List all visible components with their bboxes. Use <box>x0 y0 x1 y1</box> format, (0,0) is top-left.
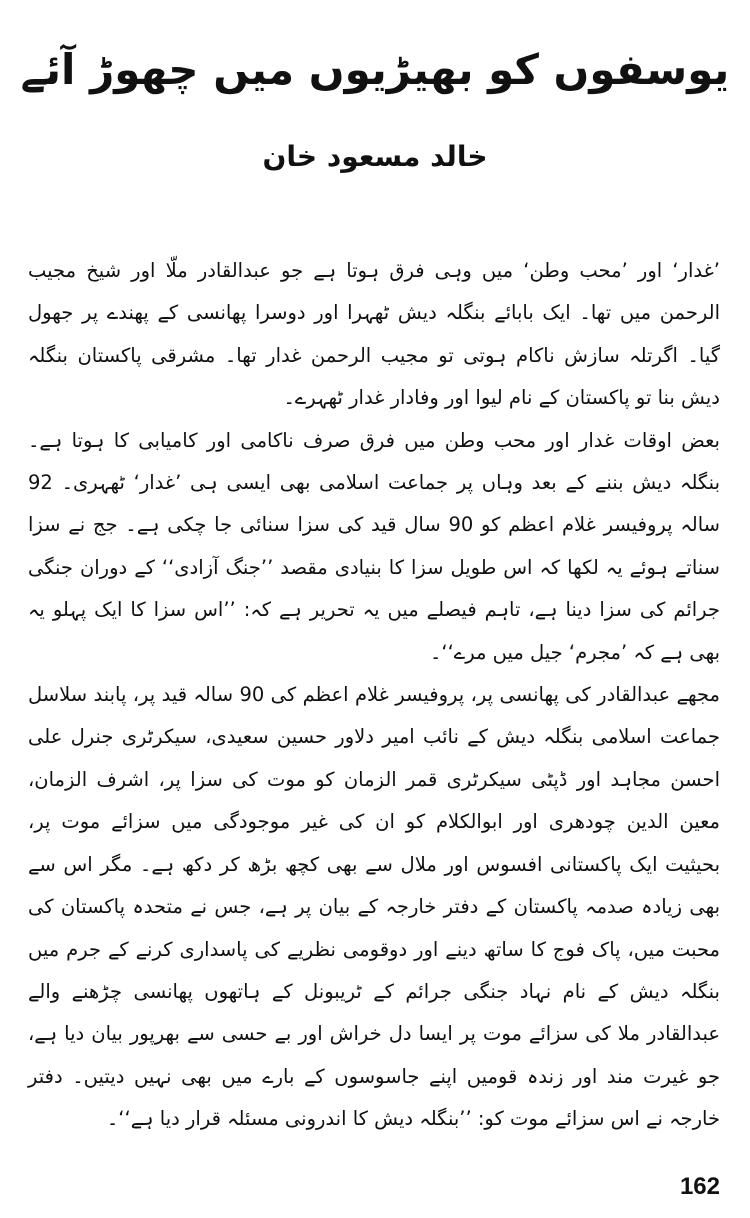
article-title: یوسفوں کو بھیڑیوں میں چھوڑ آئے <box>20 45 730 94</box>
author-name: خالد مسعود خان <box>262 140 488 173</box>
paragraph: بعض اوقات غدار اور محب وطن میں فرق صرف ناکامی اور کامیابی کا ہوتا ہے۔ بنگلہ دیش بننے کے بعد وہاں پر جماعت اسلامی بھی ایسی ہی ’غدار‘ ٹھہری۔ 92 سالہ پروفیسر غلام اعظم کو 90 سال قید کی سزا سنائی جا چکی ہے۔ جج نے سزا سناتے ہوئے یہ لکھا کہ اس طویل سزا کا بنیادی مقصد ’’جنگ آزادی‘‘ کے دوران جنگی جرائم کی سزا دینا ہے، تاہم فیصلے میں یہ تحریر ہے کہ: ’’اس سزا کا ایک پہلو یہ بھی ہے کہ ’مجرم‘ جیل میں مرے‘‘۔ <box>28 428 720 664</box>
paragraph: ’غدار‘ اور ’محب وطن‘ میں وہی فرق ہوتا ہے جو عبدالقادر ملّا اور شیخ مجیب الرحمن میں تھا۔ ایک بابائے بنگلہ دیش ٹھہرا اور دوسرا پھانسی کے پھندے پر جھول گیا۔ اگرتلہ سازش ناکام ہوتی تو مجیب الرحمن غدار تھا۔ مشرقی پاکستان بنگلہ دیش بنا تو پاکستان کے نام لیوا اور وفادار غدار ٹھہرے۔ <box>28 259 720 410</box>
article-body <box>28 250 720 1141</box>
page-number: 162 <box>679 1173 720 1200</box>
paragraph: مجھے عبدالقادر کی پھانسی پر، پروفیسر غلام اعظم کی 90 سالہ قید پر، پابند سلاسل جماعت اسلامی بنگلہ دیش کے نائب امیر دلاور حسین سعیدی، سیکرٹری جنرل علی احسن مجاہد اور ڈپٹی سیکرٹری قمر الزمان کو موت کی سزا پر، اشرف الزمان، معین الدین چودھری اور ابوالکلام کو ان کی غیر موجودگی میں سزائے موت پر، بحیثیت ایک پاکستانی افسوس اور ملال سے بھی کچھ بڑھ کر دکھ ہے۔ مگر اس سے بھی زیادہ صدمہ پاکستان کے دفتر خارجہ کے بیان پر ہے، جس نے متحدہ پاکستان کی محبت میں، پاک فوج کا ساتھ دینے اور دوقومی نظریے کی پاسداری کرنے کے جرم میں بنگلہ دیش کے نام نہاد جنگی جرائم کے ٹریبونل کے ہاتھوں پھانسی چڑھنے والے عبدالقادر ملا کی سزائے موت پر ایسا دل خراش اور بے حسی سے بھرپور بیان دیا ہے، جو غیرت مند اور زندہ قومیں اپنے جاسوسوں کے بارے میں بھی نہیں دیتیں۔ دفتر خارجہ نے اس سزائے موت کو: ’’بنگلہ دیش کا اندرونی مسئلہ قرار دیا ہے‘‘۔ <box>28 683 721 1131</box>
